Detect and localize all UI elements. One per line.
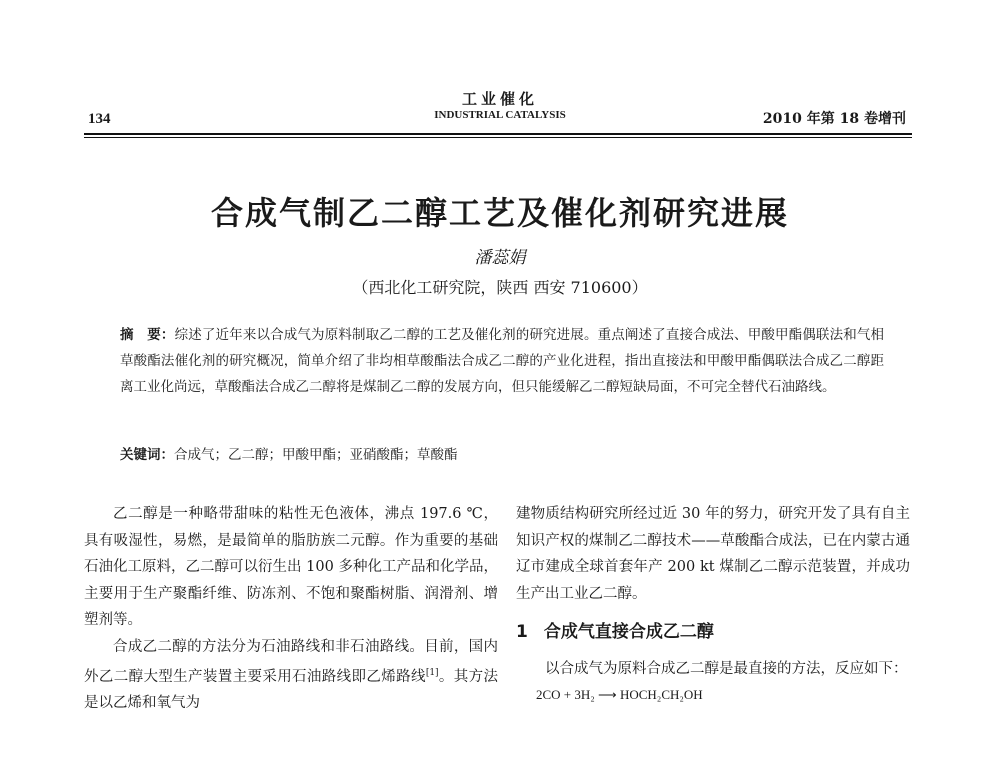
abstract bbox=[120, 322, 884, 400]
article-title: 合成气制乙二醇工艺及催化剂研究进展 bbox=[210, 194, 789, 232]
author-name: 潘蕊娟 bbox=[474, 248, 526, 268]
section-heading bbox=[516, 619, 910, 646]
paragraph: 建物质结构研究所经过近 30 年的努力，研究开发了具有自主知识产权的煤制乙二醇技术——草酸酯合成法，已在内蒙古通辽市建成全球首套年产 200 kt 煤制乙二醇示范装置，并成功生产出工业乙二醇。 bbox=[516, 506, 910, 602]
abstract-label: 摘 要： bbox=[120, 327, 175, 343]
paragraph: 乙二醇是一种略带甜味的粘性无色液体，沸点 197.6 ℃，具有吸湿性，易燃，是最简单的脂肪族二元醇。作为重要的基础石油化工原料，乙二醇可以衍生出 100 多种化工产品和化学品，主要用于生产聚酯纤维、防冻剂、不饱和聚酯树脂、润滑剂、增塑剂等。 bbox=[84, 506, 498, 628]
page-number: 134 bbox=[88, 111, 111, 127]
body-column-right bbox=[516, 501, 910, 709]
issue-info: 2010 年第 18 卷增刊 bbox=[762, 111, 906, 127]
paragraph bbox=[84, 634, 498, 717]
journal-name-cn: 工业催化 bbox=[461, 90, 538, 108]
reference-marker: [1] bbox=[425, 668, 439, 678]
body-column-left bbox=[84, 501, 498, 717]
paragraph-text: 合成乙二醇的方法分为石油路线和非石油路线。目前，国内外乙二醇大型生产装置主要采用石油路线即乙烯路线 bbox=[84, 638, 498, 685]
running-header bbox=[380, 90, 620, 122]
paragraph-text: 。其方法是以乙烯和氧气为 bbox=[84, 668, 499, 712]
author-affiliation: （西北化工研究院，陕西 西安 710600） bbox=[352, 278, 648, 297]
section-title: 合成气直接合成乙二醇 bbox=[543, 622, 714, 642]
section-number: 1 bbox=[516, 622, 528, 642]
keywords-label: 关键词： bbox=[120, 447, 174, 463]
keywords-text: 合成气；乙二醇；甲酸甲酯；亚硝酸酯；草酸酯 bbox=[174, 447, 458, 463]
journal-name-en: INDUSTRIAL CATALYSIS bbox=[434, 109, 566, 121]
header-rule-thin bbox=[84, 137, 912, 138]
header-rule bbox=[84, 133, 912, 135]
reaction-equation: 2CO + 3H₂ ⟶ HOCH₂CH₂OH bbox=[536, 687, 703, 702]
paragraph: 以合成气为原料合成乙二醇是最直接的方法，反应如下： bbox=[545, 660, 908, 677]
keywords bbox=[120, 442, 884, 468]
abstract-text: 综述了近年来以合成气为原料制取乙二醇的工艺及催化剂的研究进展。重点阐述了直接合成法、甲酸甲酯偶联法和气相草酸酯法催化剂的研究概况，简单介绍了非均相草酸酯法合成乙二醇的产业化进程，指出直接法和甲酸甲酯偶联法合成乙二醇距离工业化尚远，草酸酯法合成乙二醇将是煤制乙二醇的发展方向，但只能缓解乙二醇短缺局面，不可完全替代石油路线。 bbox=[120, 327, 885, 395]
